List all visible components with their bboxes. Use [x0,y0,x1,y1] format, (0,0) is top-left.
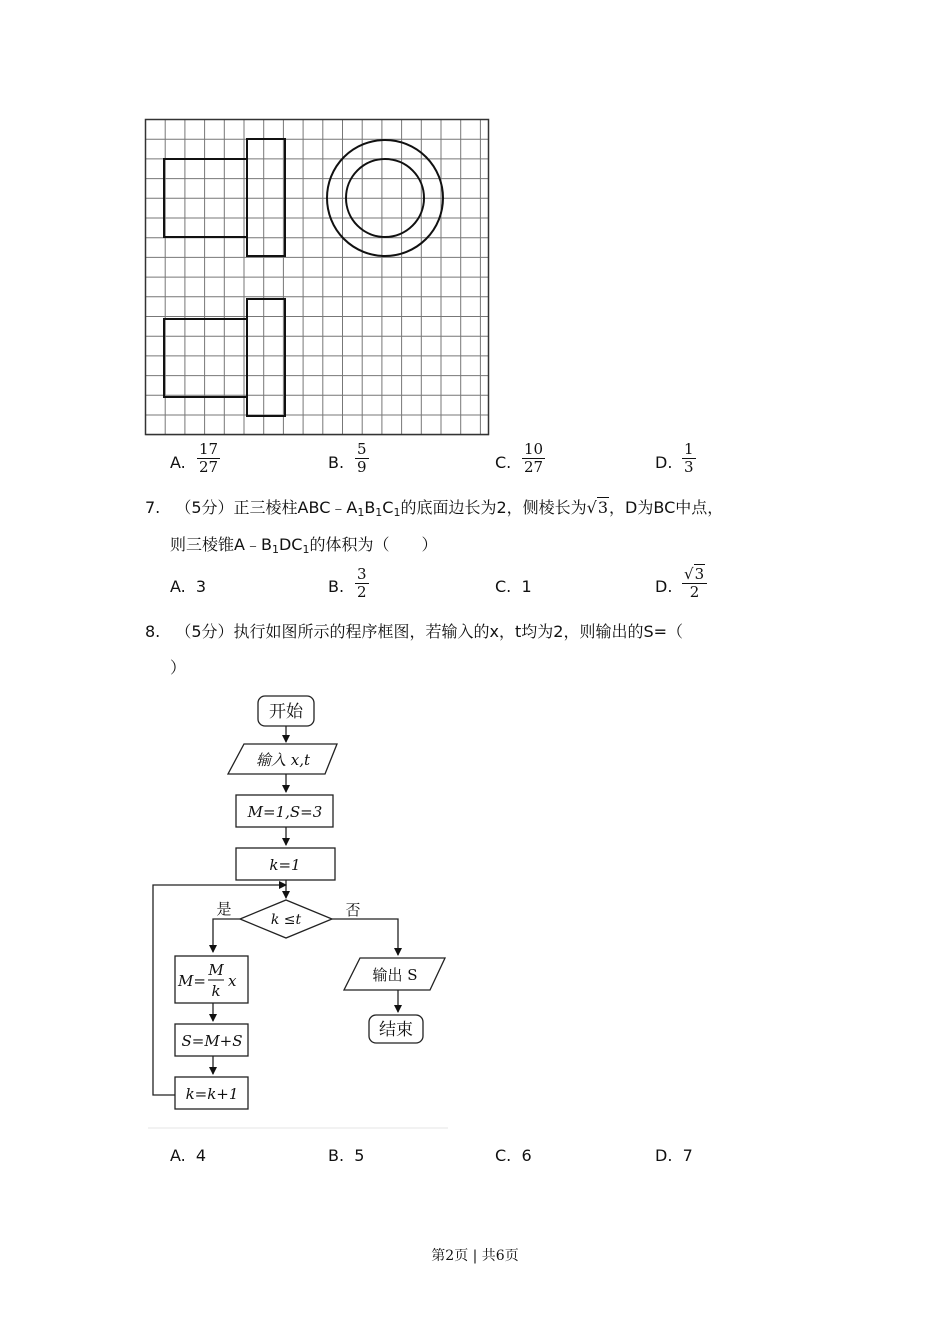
flow-output-label: 输出 S [372,966,418,984]
flow-s-update-label: S=M+S [181,1032,243,1050]
front-view-right-rect [247,139,285,256]
q8-option-c: C. 6 [495,1146,532,1165]
top-view-left-rect [164,319,247,397]
three-view-grid-figure [144,118,492,438]
q8-score: （5分） [175,622,234,641]
q7-number: 7. [145,498,161,517]
q7-option-a: A. 3 [170,577,207,596]
flow-k-update-label: k=k+1 [185,1085,239,1103]
q8-number: 8. [145,622,161,641]
q7-option-c: C. 1 [495,577,532,596]
flow-init-label: M=1,S=3 [247,803,323,821]
q6-option-d-fraction: $\frac{1}{3}$ [684,440,694,476]
sqrt-3: √3 [684,565,705,583]
program-flowchart [140,690,460,1135]
q6-option-b-letter: B. [328,453,345,472]
page-footer: 第2页 | 共6页 [431,1248,519,1264]
q6-option-c-letter: C. [495,453,512,472]
q7-option-b-letter: B. [328,577,345,596]
flow-kinit-label: k=1 [269,856,301,874]
q8-line2: ） [170,658,187,677]
flow-m-left: M= [178,972,206,990]
flow-start-label: 开始 [269,702,303,722]
q7-line1: 7. （5分）正三棱柱$ABC﹣A_1B_1C_1$的底面边长为2，侧棱长为√3，D为BC中点， [145,498,724,519]
flow-m-den: k [211,982,221,1000]
flow-yes-label: 是 [216,900,232,918]
sqrt-3: √3 [586,498,609,517]
flow-no-label: 否 [345,901,361,919]
q7-option-d-fraction: $\frac{√3}{2}$ [682,566,707,601]
flow-m-right: x [228,972,237,990]
q7-score: （5分） [175,498,234,517]
q8-line1: 8. （5分）执行如图所示的程序框图，若输入的x，t均为2，则输出的S=（ [145,622,684,641]
flow-m-num: M [208,961,224,979]
flow-condition-label: k ≤t [270,912,302,928]
q8-option-d: D. 7 [655,1146,693,1165]
q6-option-a-fraction: $\frac{17}{27}$ [199,440,219,476]
q6-option-d-letter: D. [655,453,673,472]
q8-option-a: A. 4 [170,1146,207,1165]
q6-option-b-fraction: $\frac{5}{9}$ [357,440,367,476]
flow-input-label: 输入 x,t [255,751,311,769]
q7-option-b-fraction: $\frac{3}{2}$ [357,565,367,601]
q7-line2: 则三棱锥$A﹣B_1DC_1$的体积为（ ） [170,535,438,556]
flow-end-label: 结束 [379,1020,413,1040]
q6-option-a-letter: A. [170,453,186,472]
q8-option-b: B. 5 [328,1146,365,1165]
q7-option-d-letter: D. [655,577,673,596]
q6-option-c-fraction: $\frac{10}{27}$ [524,440,544,476]
